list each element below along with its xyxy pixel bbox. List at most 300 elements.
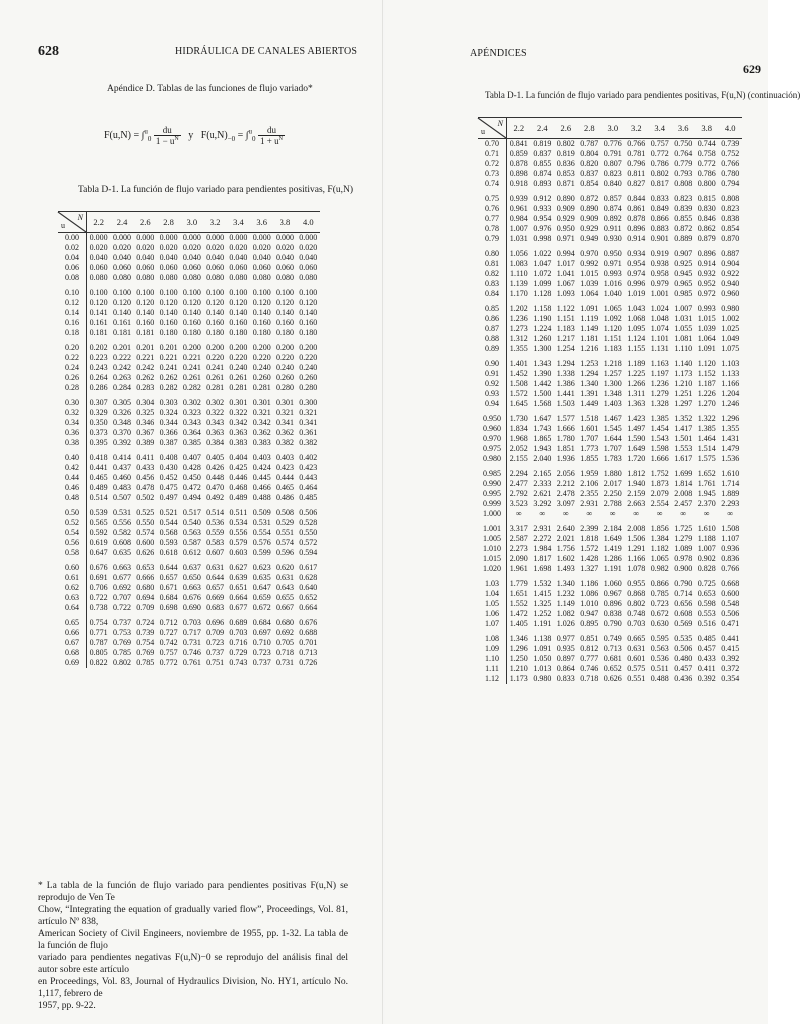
table-cell: 0.540 bbox=[182, 518, 201, 527]
table-cell: 3.523 bbox=[509, 499, 528, 508]
table-cell: 0.000 bbox=[159, 233, 178, 242]
table-row bbox=[58, 448, 320, 463]
table-row bbox=[58, 428, 320, 438]
table-cell: 2.554 bbox=[650, 499, 669, 508]
table-cell: 0.261 bbox=[229, 373, 248, 382]
table-cell: 0.664 bbox=[299, 603, 318, 612]
table-cell: 0.222 bbox=[113, 353, 131, 362]
table-cell: 0.281 bbox=[206, 383, 225, 392]
table-cell: 0.985 bbox=[674, 289, 693, 298]
table-cell: 0.729 bbox=[229, 648, 248, 657]
table-cell: 1.500 bbox=[533, 389, 552, 398]
table-cell: 0.161 bbox=[113, 318, 131, 327]
table-cell: 0.572 bbox=[299, 538, 318, 547]
table-cell: 0.960 bbox=[721, 289, 740, 298]
table-cell: 0.201 bbox=[159, 343, 178, 352]
table-cell: ∞ bbox=[539, 509, 546, 518]
column-header: 2.6 bbox=[134, 212, 157, 233]
table-cell: 0.650 bbox=[182, 573, 201, 582]
table-cell: 0.565 bbox=[89, 518, 108, 527]
formula-fraction-2 bbox=[258, 125, 285, 146]
table-cell: 0.060 bbox=[136, 263, 155, 272]
table-cell: 0.321 bbox=[275, 408, 294, 417]
table-cell: 0.950 bbox=[603, 249, 622, 258]
table-cell: 0.457 bbox=[697, 644, 716, 653]
table-cell: 1.007 bbox=[697, 544, 716, 553]
table-row bbox=[478, 609, 742, 619]
table-cell: 0.644 bbox=[206, 573, 225, 582]
table-cell: 0.862 bbox=[697, 224, 716, 233]
table-cell: 1.128 bbox=[533, 289, 552, 298]
table-cell: 0.749 bbox=[603, 634, 622, 643]
table-cell: 0.000 bbox=[275, 233, 294, 242]
row-u-value: 1.10 bbox=[478, 654, 507, 664]
table-cell: 0.855 bbox=[533, 159, 552, 168]
table-cell: 1.202 bbox=[509, 304, 528, 313]
row-u-value: 0.86 bbox=[478, 314, 507, 324]
table-cell: 0.444 bbox=[275, 473, 294, 482]
table-caption: Tabla D-1. La función de flujo variado para pendientes positivas, F(u,N) bbox=[78, 185, 354, 195]
table-cell: 0.870 bbox=[721, 234, 740, 243]
table-cell: 0.967 bbox=[603, 589, 622, 598]
table-cell: 1.279 bbox=[674, 534, 693, 543]
table-cell: 0.892 bbox=[603, 214, 622, 223]
table-cell: 1.257 bbox=[603, 369, 622, 378]
table-cell: 0.241 bbox=[159, 363, 178, 372]
column-header: 2.4 bbox=[531, 118, 554, 139]
table-cell: 2.106 bbox=[580, 479, 599, 488]
table-cell: 0.536 bbox=[206, 518, 225, 527]
table-cell: 0.907 bbox=[674, 249, 693, 258]
formula-upper-limit-2: u bbox=[248, 127, 253, 136]
table-cell: 0.180 bbox=[275, 328, 294, 337]
table-cell: 0.201 bbox=[113, 343, 131, 352]
table-cell: 0.180 bbox=[229, 328, 248, 337]
table-row bbox=[478, 214, 742, 224]
table-row bbox=[478, 379, 742, 389]
row-u-value: 0.28 bbox=[58, 383, 87, 393]
table-cell: 0.080 bbox=[299, 273, 318, 282]
table-cell: 0.949 bbox=[580, 234, 599, 243]
table-cell: 0.722 bbox=[113, 603, 131, 612]
table-cell: 0.930 bbox=[603, 234, 622, 243]
table-cell: 0.652 bbox=[603, 664, 622, 673]
running-head: APÉNDICES bbox=[470, 48, 527, 59]
table-cell: 0.746 bbox=[182, 648, 201, 657]
table-cell: 0.000 bbox=[182, 233, 201, 242]
table-cell: 1.961 bbox=[509, 564, 528, 573]
column-header: 3.4 bbox=[227, 212, 250, 233]
row-u-value: 0.32 bbox=[58, 408, 87, 418]
table-cell: 0.506 bbox=[721, 609, 740, 618]
table-cell: 0.283 bbox=[136, 383, 155, 392]
table-cell: 1.181 bbox=[580, 334, 599, 343]
table-cell: 0.690 bbox=[182, 603, 201, 612]
table-cell: 0.485 bbox=[697, 634, 716, 643]
table-cell: 0.241 bbox=[206, 363, 225, 372]
table-cell: 0.354 bbox=[721, 674, 740, 683]
table-cell: 0.689 bbox=[229, 618, 248, 627]
table-cell: 0.020 bbox=[89, 243, 108, 252]
table-cell: 0.677 bbox=[229, 603, 248, 612]
table-cell: 1.328 bbox=[650, 399, 669, 408]
table-cell: 0.757 bbox=[650, 139, 669, 148]
table-cell: 0.652 bbox=[299, 593, 318, 602]
table-cell: 0.836 bbox=[556, 159, 575, 168]
table-cell: 1.236 bbox=[650, 379, 669, 388]
row-u-value: 1.000 bbox=[478, 509, 507, 519]
table-cell: 0.644 bbox=[159, 563, 178, 572]
table-cell: 0.385 bbox=[182, 438, 201, 447]
table-cell: 0.464 bbox=[299, 483, 318, 492]
table-cell: 0.929 bbox=[556, 214, 575, 223]
table-cell: 1.514 bbox=[697, 444, 716, 453]
formula-sub2: −0 bbox=[227, 134, 236, 143]
table-cell: 0.635 bbox=[113, 548, 131, 557]
table-cell: 1.291 bbox=[627, 544, 646, 553]
table-cell: 1.814 bbox=[674, 479, 693, 488]
row-u-value: 0.93 bbox=[478, 389, 507, 399]
table-cell: 0.260 bbox=[299, 373, 318, 382]
table-cell: 0.618 bbox=[159, 548, 178, 557]
table-cell: 0.639 bbox=[229, 573, 248, 582]
table-cell: 0.819 bbox=[556, 149, 575, 158]
column-header: 3.0 bbox=[180, 212, 203, 233]
table-cell: 1.943 bbox=[533, 444, 552, 453]
row-u-value: 1.06 bbox=[478, 609, 507, 619]
table-cell: 0.677 bbox=[113, 573, 131, 582]
row-u-value: 1.07 bbox=[478, 619, 507, 629]
table-cell: 1.170 bbox=[509, 289, 528, 298]
table-cell: 0.100 bbox=[206, 288, 225, 297]
table-cell: 0.392 bbox=[697, 674, 716, 683]
table-cell: 1.959 bbox=[580, 469, 599, 478]
table-cell: 0.411 bbox=[697, 664, 716, 673]
table-cell: 0.321 bbox=[252, 408, 271, 417]
table-cell: 0.703 bbox=[182, 618, 201, 627]
table-cell: 1.081 bbox=[674, 334, 693, 343]
table-cell: 0.240 bbox=[252, 363, 271, 372]
table-cell: 0.489 bbox=[89, 483, 108, 492]
table-cell: 1.730 bbox=[509, 414, 528, 423]
table-cell: 1.363 bbox=[627, 399, 646, 408]
table-cell: 2.159 bbox=[627, 489, 646, 498]
table-row bbox=[478, 499, 742, 509]
table-row bbox=[58, 463, 320, 473]
table-cell: 0.507 bbox=[113, 493, 131, 502]
row-u-value: 0.81 bbox=[478, 259, 507, 269]
table-corner-cell bbox=[478, 118, 507, 139]
table-row bbox=[478, 204, 742, 214]
row-u-value: 0.85 bbox=[478, 299, 507, 314]
table-cell: 0.465 bbox=[275, 483, 294, 492]
table-cell: 0.791 bbox=[603, 149, 622, 158]
table-cell: 0.938 bbox=[650, 259, 669, 268]
row-u-value: 0.56 bbox=[58, 538, 87, 548]
column-header: 4.0 bbox=[297, 212, 320, 233]
table-cell: 0.980 bbox=[721, 304, 740, 313]
table-cell: 2.792 bbox=[509, 489, 528, 498]
table-cell: 1.015 bbox=[580, 269, 599, 278]
table-cell: 0.221 bbox=[136, 353, 155, 362]
table-cell: 0.772 bbox=[650, 149, 669, 158]
table-cell: 0.382 bbox=[275, 438, 294, 447]
table-cell: 0.223 bbox=[89, 353, 108, 362]
table-cell: 0.599 bbox=[252, 548, 271, 557]
table-cell: 2.056 bbox=[556, 469, 575, 478]
table-cell: 1.856 bbox=[650, 524, 669, 533]
table-cell: 1.043 bbox=[627, 304, 646, 313]
table-cell: 0.060 bbox=[252, 263, 271, 272]
table-cell: 0.874 bbox=[533, 169, 552, 178]
table-cell: 1.503 bbox=[556, 399, 575, 408]
table-row bbox=[478, 674, 742, 684]
table-row bbox=[58, 538, 320, 548]
table-cell: 0.521 bbox=[159, 508, 178, 517]
table-cell: 0.362 bbox=[252, 428, 271, 437]
table-cell: 1.984 bbox=[533, 544, 552, 553]
table-cell: 0.569 bbox=[674, 619, 693, 628]
table-cell: 0.468 bbox=[229, 483, 248, 492]
column-header: 4.0 bbox=[718, 118, 742, 139]
table-cell: 0.972 bbox=[697, 289, 716, 298]
table-row bbox=[478, 589, 742, 599]
table-cell: 0.100 bbox=[252, 288, 271, 297]
table-cell: 1.572 bbox=[580, 544, 599, 553]
table-cell: 0.855 bbox=[674, 214, 693, 223]
table-cell: 0.922 bbox=[721, 269, 740, 278]
table-row bbox=[58, 383, 320, 393]
formula-exp-2: N bbox=[278, 136, 283, 142]
table-cell: 1.311 bbox=[627, 389, 646, 398]
table-cell: 0.929 bbox=[580, 224, 599, 233]
table-cell: 0.595 bbox=[650, 634, 669, 643]
table-cell: 0.653 bbox=[136, 563, 155, 572]
table-cell: 1.401 bbox=[509, 359, 528, 368]
table-cell: 1.190 bbox=[533, 314, 552, 323]
table-cell: 0.724 bbox=[136, 618, 155, 627]
footnote-line: variado para pendientes negativas F(u,N)−0 se reprodujo del análisis final del autor sobre este artículo bbox=[38, 953, 348, 975]
table-cell: 0.617 bbox=[299, 563, 318, 572]
table-row bbox=[58, 408, 320, 418]
table-cell: 0.323 bbox=[182, 408, 201, 417]
table-cell: 0.935 bbox=[556, 644, 575, 653]
table-cell: 0.861 bbox=[627, 204, 646, 213]
table-cell: 1.294 bbox=[580, 369, 599, 378]
table-cell: 0.643 bbox=[275, 583, 294, 592]
table-cell: 1.149 bbox=[580, 324, 599, 333]
table-cell: 1.166 bbox=[721, 379, 740, 388]
table-cell: 1.417 bbox=[674, 424, 693, 433]
table-cell: 0.692 bbox=[113, 583, 131, 592]
table-row bbox=[58, 583, 320, 593]
page-number: 628 bbox=[38, 44, 59, 59]
table-cell: 0.445 bbox=[252, 473, 271, 482]
table-cell: 0.140 bbox=[136, 308, 155, 317]
table-cell: 0.392 bbox=[113, 438, 131, 447]
table-cell: 0.659 bbox=[252, 593, 271, 602]
table-cell: 0.425 bbox=[229, 463, 248, 472]
table-cell: 0.301 bbox=[229, 398, 248, 407]
table-row bbox=[58, 273, 320, 283]
table-cell: 0.786 bbox=[650, 159, 669, 168]
row-u-value: 0.79 bbox=[478, 234, 507, 244]
table-cell: 0.898 bbox=[509, 169, 528, 178]
row-u-value: 0.64 bbox=[58, 603, 87, 613]
table-cell: 0.836 bbox=[721, 554, 740, 563]
table-cell: 1.297 bbox=[674, 399, 693, 408]
table-cell: 1.384 bbox=[650, 534, 669, 543]
table-cell: 0.509 bbox=[252, 508, 271, 517]
table-cell: 2.457 bbox=[674, 499, 693, 508]
table-cell: 0.978 bbox=[674, 554, 693, 563]
row-u-value: 0.34 bbox=[58, 418, 87, 428]
table-row bbox=[58, 308, 320, 318]
table-row bbox=[58, 353, 320, 363]
table-row bbox=[478, 544, 742, 554]
table-cell: 0.984 bbox=[509, 214, 528, 223]
table-cell: 0.321 bbox=[299, 408, 318, 417]
table-cell: 1.048 bbox=[650, 314, 669, 323]
table-cell: 1.352 bbox=[674, 414, 693, 423]
table-cell: 0.424 bbox=[252, 463, 271, 472]
table-cell: 0.000 bbox=[113, 233, 131, 242]
table-cell: 0.631 bbox=[275, 573, 294, 582]
table-cell: 0.709 bbox=[206, 628, 225, 637]
table-cell: ∞ bbox=[609, 509, 616, 518]
row-u-value: 0.70 bbox=[478, 139, 507, 150]
table-row bbox=[478, 354, 742, 369]
table-cell: 0.511 bbox=[650, 664, 669, 673]
table-cell: 0.945 bbox=[674, 269, 693, 278]
table-cell: 0.470 bbox=[206, 483, 225, 492]
table-cell: 0.752 bbox=[721, 149, 740, 158]
table-cell: 0.324 bbox=[159, 408, 178, 417]
footnote-line: American Society of Civil Engineers, noviembre de 1955, pp. 1-32. La tabla de la función de flujo bbox=[38, 929, 348, 951]
table-cell: 0.516 bbox=[697, 619, 716, 628]
table-cell: 0.488 bbox=[650, 674, 669, 683]
table-cell: 0.977 bbox=[556, 634, 575, 643]
table-cell: 1.536 bbox=[721, 454, 740, 463]
table-cell: 0.676 bbox=[182, 593, 201, 602]
table-cell: 0.961 bbox=[509, 204, 528, 213]
table-cell: 0.366 bbox=[159, 428, 178, 437]
table-cell: 0.914 bbox=[697, 259, 716, 268]
table-cell: 0.866 bbox=[650, 579, 669, 588]
table-cell: 0.539 bbox=[89, 508, 108, 517]
column-header: 2.6 bbox=[554, 118, 577, 139]
footnote-line: en Proceedings, Vol. 83, Journal of Hydraulics Division, No. HY1, artículo No. 1,117, febrero de bbox=[38, 977, 348, 999]
table-cell: 1.873 bbox=[650, 479, 669, 488]
table-cell: 0.883 bbox=[650, 224, 669, 233]
table-cell: 2.294 bbox=[509, 469, 528, 478]
table-cell: 0.965 bbox=[674, 279, 693, 288]
table-cell: 1.067 bbox=[556, 279, 575, 288]
table-row bbox=[478, 574, 742, 589]
table-row bbox=[58, 243, 320, 253]
table-cell: 0.710 bbox=[252, 638, 271, 647]
table-cell: 0.996 bbox=[627, 279, 646, 288]
table-cell: 0.040 bbox=[159, 253, 178, 262]
table-cell: 1.251 bbox=[674, 389, 693, 398]
table-cell: 1.699 bbox=[674, 469, 693, 478]
table-cell: 0.785 bbox=[136, 658, 155, 667]
table-cell: 0.411 bbox=[136, 453, 155, 462]
table-cell: 1.698 bbox=[533, 564, 552, 573]
column-header: 2.2 bbox=[507, 118, 531, 139]
table-cell: 0.833 bbox=[650, 194, 669, 203]
table-cell: 1.026 bbox=[556, 619, 575, 628]
table-row bbox=[478, 299, 742, 314]
formula-den-2 bbox=[258, 136, 285, 146]
table-cell: 0.909 bbox=[580, 214, 599, 223]
table-cell: 1.060 bbox=[603, 579, 622, 588]
table-cell: 1.617 bbox=[674, 454, 693, 463]
table-cell: 0.260 bbox=[275, 373, 294, 382]
table-cell: 0.793 bbox=[674, 169, 693, 178]
table-row bbox=[58, 593, 320, 603]
table-cell: 0.120 bbox=[89, 298, 108, 307]
table-cell: 0.120 bbox=[113, 298, 131, 307]
table-cell: 0.433 bbox=[697, 654, 716, 663]
table-cell: 0.896 bbox=[603, 599, 622, 608]
table-cell: 0.731 bbox=[275, 658, 294, 667]
table-cell: 2.250 bbox=[603, 489, 622, 498]
row-u-value: 0.69 bbox=[58, 658, 87, 668]
corner-n-label: N bbox=[497, 119, 503, 128]
formula-separator: y bbox=[188, 129, 194, 141]
table-cell: 2.293 bbox=[721, 499, 740, 508]
table-cell: 0.601 bbox=[627, 654, 646, 663]
table-cell: 0.553 bbox=[697, 609, 716, 618]
table-cell: 0.120 bbox=[182, 298, 201, 307]
table-cell: 0.954 bbox=[627, 259, 646, 268]
table-row bbox=[478, 314, 742, 324]
table-cell: 0.220 bbox=[299, 353, 318, 362]
table-cell: 0.492 bbox=[206, 493, 225, 502]
table-cell: 0.771 bbox=[89, 628, 108, 637]
table-cell: 0.160 bbox=[252, 318, 271, 327]
table-cell: 0.329 bbox=[89, 408, 108, 417]
table-cell: 1.119 bbox=[580, 314, 599, 323]
table-cell: 0.529 bbox=[275, 518, 294, 527]
table-cell: 1.064 bbox=[580, 289, 599, 298]
table-cell: 2.333 bbox=[533, 479, 552, 488]
row-u-value: 0.82 bbox=[478, 269, 507, 279]
table-cell: 1.865 bbox=[533, 434, 552, 443]
table-cell: 1.543 bbox=[650, 434, 669, 443]
table-cell: 0.478 bbox=[136, 483, 155, 492]
table-cell: 0.387 bbox=[159, 438, 178, 447]
table-cell: 1.415 bbox=[533, 589, 552, 598]
table-row bbox=[58, 393, 320, 408]
row-u-value: 1.08 bbox=[478, 629, 507, 644]
table-cell: 0.060 bbox=[229, 263, 248, 272]
column-header: 3.6 bbox=[250, 212, 273, 233]
formula-den-1 bbox=[154, 136, 181, 146]
table-cell: 0.890 bbox=[556, 194, 575, 203]
row-u-value: 0.94 bbox=[478, 399, 507, 409]
table-cell: 0.864 bbox=[556, 664, 575, 673]
table-cell: 0.657 bbox=[159, 573, 178, 582]
table-cell: 1.572 bbox=[509, 389, 528, 398]
row-u-value: 0.26 bbox=[58, 373, 87, 383]
table-cell: 1.652 bbox=[697, 469, 716, 478]
table-cell: 0.384 bbox=[206, 438, 225, 447]
table-cell: 0.494 bbox=[182, 493, 201, 502]
table-cell: 0.568 bbox=[159, 528, 178, 537]
table-row bbox=[58, 503, 320, 518]
